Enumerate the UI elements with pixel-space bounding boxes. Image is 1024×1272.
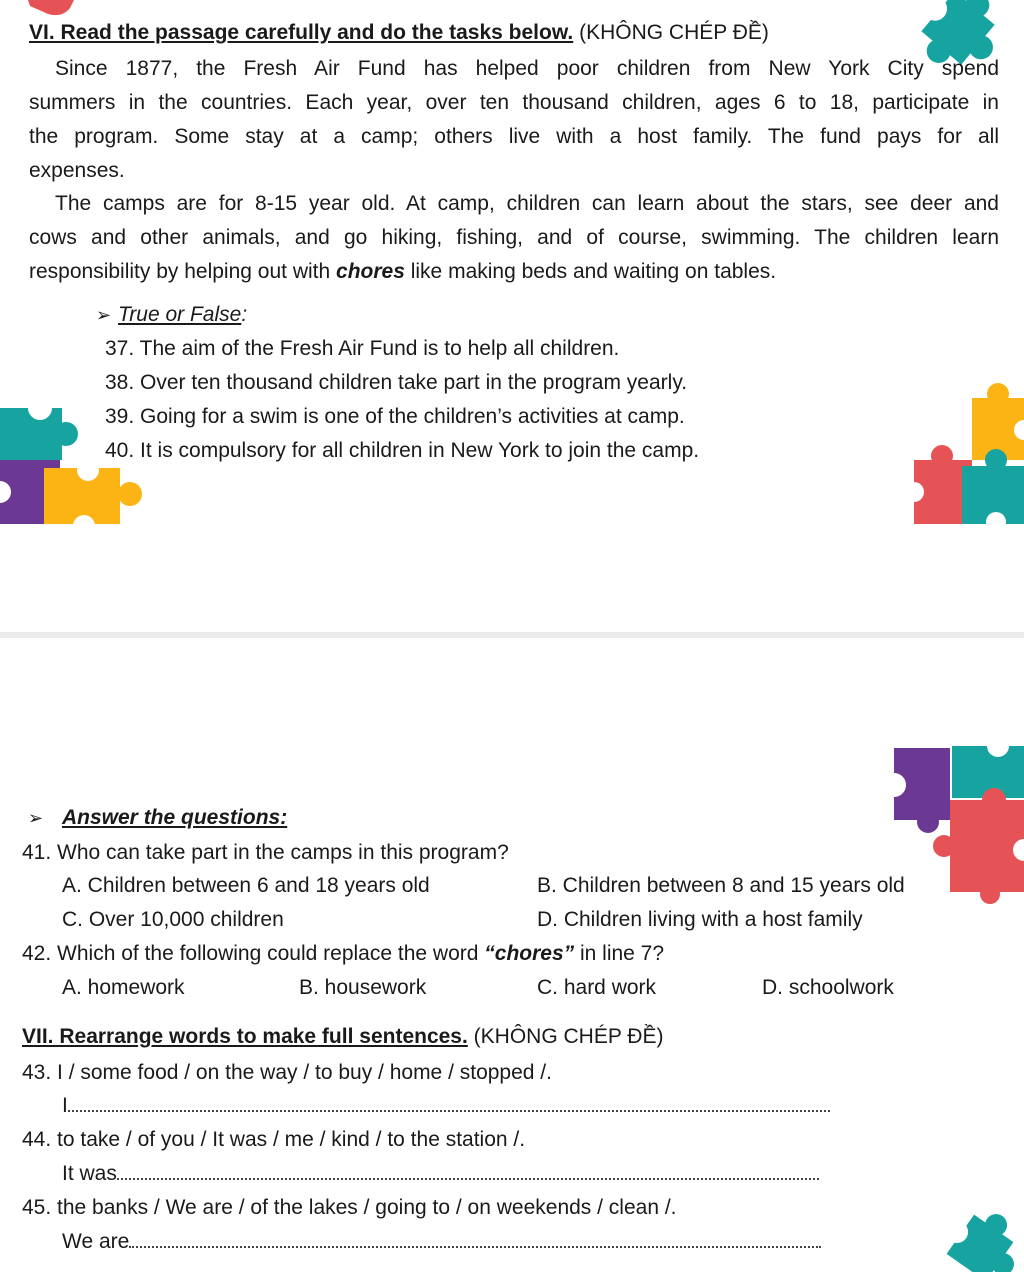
tf-item: 37. The aim of the Fresh Air Fund is to help all children. <box>105 337 620 360</box>
passage-text: responsibility by helping out with <box>29 260 337 283</box>
q42-word: “chores” <box>484 942 575 965</box>
answer-blank[interactable] <box>68 1092 830 1112</box>
puzzle-piece-icon <box>934 1194 1024 1272</box>
answer-heading: Answer the questions: <box>62 806 288 829</box>
bullet-arrow-icon: ➢ <box>28 808 44 828</box>
true-false-heading-row <box>96 300 247 330</box>
rearrange-prompt: 43. I / some food / on the way / to buy / home / stopped /. <box>22 1061 552 1084</box>
answer-line[interactable] <box>62 1159 819 1189</box>
answer-start: It was <box>62 1162 117 1185</box>
q41-option-a: A. Children between 6 and 18 years old <box>62 874 430 897</box>
tf-item: 39. Going for a swim is one of the children’s activities at camp. <box>105 405 685 428</box>
question-41: 41. Who can take part in the camps in this program? <box>22 841 509 864</box>
chores-word: chores <box>336 260 405 283</box>
answer-heading-row <box>28 803 287 833</box>
section-6-note: (KHÔNG CHÉP ĐỀ) <box>579 21 769 44</box>
rearrange-prompt: 44. to take / of you / It was / me / kind / to the station /. <box>22 1128 526 1151</box>
q42-option-b: B. housework <box>299 976 427 999</box>
passage-line-last <box>29 257 776 287</box>
q41-option-c: C. Over 10,000 children <box>62 908 284 931</box>
answer-start: We are <box>62 1230 130 1253</box>
puzzle-piece-icon <box>28 0 74 15</box>
passage-line: the program. Some stay at a camp; others live with a host family. The fund pays for all <box>29 125 999 148</box>
question-42 <box>22 939 664 969</box>
rearrange-prompt: 45. the banks / We are / of the lakes / going to / on weekends / clean /. <box>22 1196 677 1219</box>
q42-option-d: D. schoolwork <box>762 976 894 999</box>
section-7-title-row <box>22 1022 663 1052</box>
section-6-title: VI. Read the passage carefully and do the tasks below. <box>29 21 574 44</box>
passage-line: Since 1877, the Fresh Air Fund has helped poor children from New York City spend <box>55 57 999 80</box>
passage-line: The camps are for 8-15 year old. At camp, children can learn about the stars, see deer and <box>55 192 999 215</box>
passage-text: like making beds and waiting on tables. <box>404 260 777 283</box>
section-6-title-row <box>29 18 769 48</box>
answer-blank[interactable] <box>129 1228 821 1248</box>
q42-text: in line 7? <box>574 942 665 965</box>
q42-text: 42. Which of the following could replace the word <box>22 942 485 965</box>
tf-item: 38. Over ten thousand children take part in the program yearly. <box>105 371 688 394</box>
q41-option-d: D. Children living with a host family <box>537 908 863 931</box>
passage-line: cows and other animals, and go hiking, fishing, and of course, swimming. The children learn <box>29 226 999 249</box>
section-7-title: VII. Rearrange words to make full sentences. <box>22 1025 468 1048</box>
section-7-note: (KHÔNG CHÉP ĐỀ) <box>473 1025 664 1048</box>
q41-option-b: B. Children between 8 and 15 years old <box>537 874 905 897</box>
q42-option-c: C. hard work <box>537 976 657 999</box>
passage-line: expenses. <box>29 159 125 182</box>
page-divider <box>0 632 1024 638</box>
puzzle-piece-icon <box>904 383 1024 532</box>
answer-line[interactable] <box>62 1227 821 1257</box>
true-false-colon: : <box>241 303 248 326</box>
answer-line[interactable] <box>62 1091 830 1121</box>
answer-start: I <box>62 1094 68 1117</box>
answer-blank[interactable] <box>117 1160 819 1180</box>
passage-line: summers in the countries. Each year, over ten thousand children, ages 6 to 18, participate in <box>29 91 999 114</box>
tf-item: 40. It is compulsory for all children in New York to join the camp. <box>105 439 700 462</box>
bullet-arrow-icon: ➢ <box>96 305 112 325</box>
true-false-heading: True or False <box>118 303 242 326</box>
q42-option-a: A. homework <box>62 976 185 999</box>
